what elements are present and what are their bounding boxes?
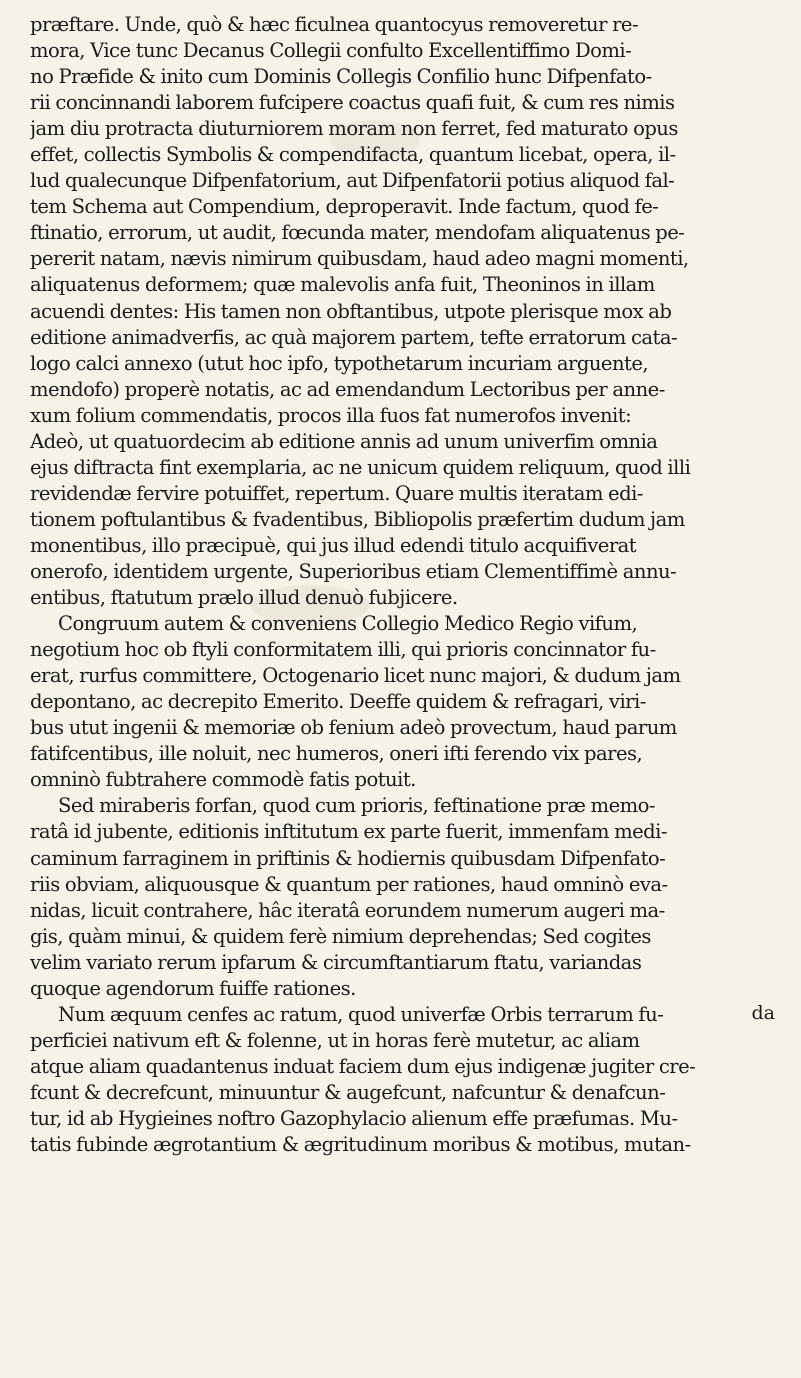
text-line: depontano, ac decrepito Emerito. Deeffe quidem & refragari, viri-	[30, 690, 646, 714]
text-line: nidas, licuit contrahere, hâc iteratâ eorundem numerum augeri ma-	[30, 898, 665, 922]
text-line: fcunt & decrefcunt, minuuntur & augefcunt, nafcuntur & denafcun-	[30, 1080, 666, 1104]
text-line: fatifcentibus, ille noluit, nec humeros, oneri ifti ferendo vix pares,	[30, 742, 643, 766]
text-line: lud qualecunque Difpenfatorium, aut Difpenfatorii potius aliquod fal-	[30, 169, 675, 193]
text-line: editione animadverfis, ac quà majorem partem, tefte erratorum cata-	[30, 325, 678, 349]
text-line: ejus diftracta fint exemplaria, ac ne unicum quidem reliquum, quod illi	[30, 455, 691, 479]
text-line: revidendæ fervire potuiffet, repertum. Quare multis iteratam edi-	[30, 481, 643, 505]
catchword: da	[751, 1002, 775, 1024]
text-line: omninò fubtrahere commodè fatis potuit.	[30, 768, 416, 792]
text-line: erat, rurfus committere, Octogenario licet nunc majori, & dudum jam	[30, 664, 681, 688]
text-line: entibus, ftatutum prælo illud denuò fubjicere.	[30, 586, 458, 610]
body-text	[30, 12, 800, 1158]
text-line: acuendi dentes: His tamen non obftantibus, utpote plerisque mox ab	[30, 299, 672, 323]
text-line: ratâ id jubente, editionis inftitutum ex parte fuerit, immenfam medi-	[30, 820, 667, 844]
text-line: logo calci annexo (utut hoc ipfo, typothetarum incuriam arguente,	[30, 351, 649, 375]
text-line: quoque agendorum fuiffe rationes.	[30, 976, 356, 1000]
text-line: effet, collectis Symbolis & compendifacta, quantum licebat, opera, il-	[30, 143, 676, 167]
text-line: onerofo, identidem urgente, Superioribus etiam Clementiffimè annu-	[30, 559, 677, 583]
text-line: jam diu protracta diuturniorem moram non ferret, fed maturato opus	[30, 117, 678, 141]
text-line: Congruum autem & conveniens Collegio Medico Regio vifum,	[58, 612, 638, 636]
text-line: Adeò, ut quatuordecim ab editione annis ad unum univerfim omnia	[30, 429, 658, 453]
text-line: tionem poftulantibus & fvadentibus, Bibliopolis præfertim dudum jam	[30, 507, 685, 531]
text-line: tatis fubinde ægrotantium & ægritudinum moribus & motibus, mutan-	[30, 1133, 691, 1157]
text-line: tur, id ab Hygieines noftro Gazophylacio alienum effe præfumas. Mu-	[30, 1106, 678, 1130]
text-line: mora, Vice tunc Decanus Collegii confulto Excellentiffimo Domi-	[30, 39, 632, 63]
text-line: caminum farraginem in priftinis & hodiernis quibusdam Difpenfato-	[30, 846, 666, 870]
text-line: velim variato rerum ipfarum & circumftantiarum ftatu, variandas	[30, 950, 642, 974]
text-line: xum folium commendatis, procos illa fuos fat numerofos invenit:	[30, 403, 632, 427]
text-line: riis obviam, aliquousque & quantum per rationes, haud omninò eva-	[30, 872, 668, 896]
text-line: mendofo) properè notatis, ac ad emendandum Lectoribus per anne-	[30, 377, 665, 401]
text-line: atque aliam quadantenus induat faciem dum ejus indigenæ jugiter cre-	[30, 1054, 696, 1078]
text-line: ftinatio, errorum, ut audit, fœcunda mater, mendofam aliquatenus pe-	[30, 221, 685, 245]
text-line: negotium hoc ob ftyli conformitatem illi, qui prioris concinnator fu-	[30, 638, 656, 662]
text-line: bus utut ingenii & memoriæ ob fenium adeò provectum, haud parum	[30, 716, 677, 740]
text-line: Sed miraberis forfan, quod cum prioris, feftinatione præ memo-	[58, 794, 655, 818]
text-line: perficiei nativum eft & folenne, ut in horas ferè mutetur, ac aliam	[30, 1028, 640, 1052]
text-line: gis, quàm minui, & quidem ferè nimium deprehendas; Sed cogites	[30, 924, 651, 948]
text-line: no Præfide & inito cum Dominis Collegis Confilio hunc Difpenfato-	[30, 65, 652, 89]
text-line: Num æquum cenfes ac ratum, quod univerfæ Orbis terrarum fu-	[58, 1002, 664, 1026]
text-line: rii concinnandi laborem fufcipere coactus quafi fuit, & cum res nimis	[30, 91, 675, 115]
text-line: pererit natam, nævis nimirum quibusdam, haud adeo magni momenti,	[30, 247, 689, 271]
text-line: præftare. Unde, quò & hæc ficulnea quantocyus removeretur re-	[30, 13, 639, 36]
text-line: monentibus, illo præcipuè, qui jus illud edendi titulo acquifiverat	[30, 533, 637, 557]
text-line: tem Schema aut Compendium, deproperavit. Inde factum, quod fe-	[30, 195, 659, 219]
text-line: aliquatenus deformem; quæ malevolis anfa fuit, Theoninos in illam	[30, 273, 655, 297]
